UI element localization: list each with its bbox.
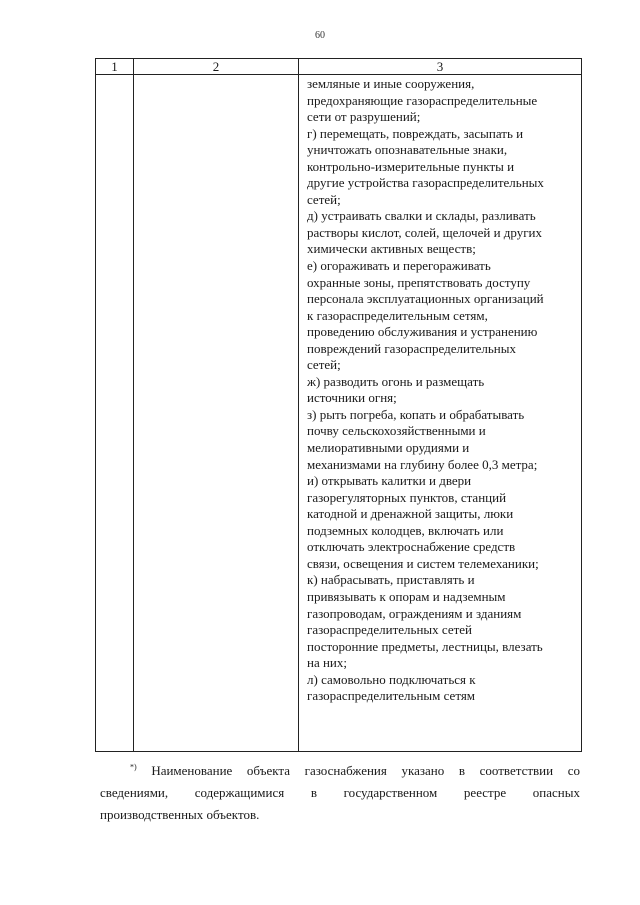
text-line: посторонние предметы, лестницы, влезать [307, 638, 543, 654]
text-line: связи, освещения и систем телемеханики; [307, 555, 539, 571]
text-line: почву сельскохозяйственными и [307, 423, 486, 439]
text-line: другие устройства газораспределительных [307, 175, 544, 191]
table-row [96, 75, 582, 752]
text-line: на них; [307, 655, 348, 671]
text-line: г) перемещать, повреждать, засыпать и [307, 125, 524, 141]
text-line: растворы кислот, солей, щелочей и других [307, 224, 543, 240]
restrictions-text [299, 75, 581, 705]
text-line: з) рыть погреба, копать и обрабатывать [307, 406, 525, 422]
text-line: д) устраивать свалки и склады, разливать [307, 208, 536, 224]
text-line: газорегуляторных пунктов, станций [307, 489, 507, 505]
text-line: подземных колодцев, включать или [307, 522, 504, 538]
footnote-line-3: производственных объектов. [100, 807, 260, 822]
text-line: химически активных веществ; [307, 241, 476, 257]
text-line: газораспределительным сетям [307, 688, 476, 704]
text-line: земляные и иные сооружения, [307, 76, 475, 91]
table-header-row [96, 59, 582, 75]
text-line: механизмами на глубину более 0,3 метра; [307, 456, 538, 472]
requirements-table [95, 58, 582, 752]
text-line: л) самовольно подключаться к [307, 671, 476, 687]
text-line: уничтожать опознавательные знаки, [307, 142, 508, 158]
column-2-header: 2 [134, 59, 299, 75]
text-line: охранные зоны, препятствовать доступу [307, 274, 531, 290]
footnote [100, 760, 580, 826]
text-line: газораспределительных сетей [307, 622, 473, 638]
text-line: привязывать к опорам и надземным [307, 588, 506, 604]
text-line: источники огня; [307, 390, 397, 406]
column-1-header: 1 [96, 59, 134, 75]
column-3-header: 3 [299, 59, 582, 75]
footnote-line-1: *) Наименование объекта газоснабжения указано в соответствии со [130, 762, 581, 778]
text-line: е) огораживать и перегораживать [307, 258, 491, 274]
footnote-line-2: сведениями, содержащимися в государственном реестре опасных [100, 785, 580, 800]
column-1-cell [96, 75, 134, 752]
text-line: к) набрасывать, приставлять и [307, 572, 475, 588]
text-line: и) открывать калитки и двери [307, 473, 472, 489]
text-line: персонала эксплуатационных организаций [307, 291, 544, 307]
text-line: проведению обслуживания и устранению [307, 324, 538, 340]
text-line: мелиоративными орудиями и [307, 440, 470, 456]
text-line: катодной и дренажной защиты, люки [307, 506, 514, 522]
text-line: предохраняющие газораспределительные [307, 92, 538, 108]
column-3-cell [299, 75, 582, 752]
column-2-cell [134, 75, 299, 752]
page-number: 60 [315, 30, 325, 41]
text-line: сетей; [307, 357, 341, 373]
text-line: газопроводам, ограждениям и зданиям [307, 605, 522, 621]
text-line: контрольно-измерительные пункты и [307, 158, 515, 174]
text-line: повреждений газораспределительных [307, 340, 516, 356]
text-line: к газораспределительным сетям, [307, 307, 488, 323]
text-line: ж) разводить огонь и размещать [307, 373, 485, 389]
text-line: отключать электроснабжение средств [307, 539, 516, 555]
footnote-marker: *) [130, 762, 137, 772]
text-line: сетей; [307, 191, 341, 207]
text-line: сети от разрушений; [307, 109, 421, 125]
